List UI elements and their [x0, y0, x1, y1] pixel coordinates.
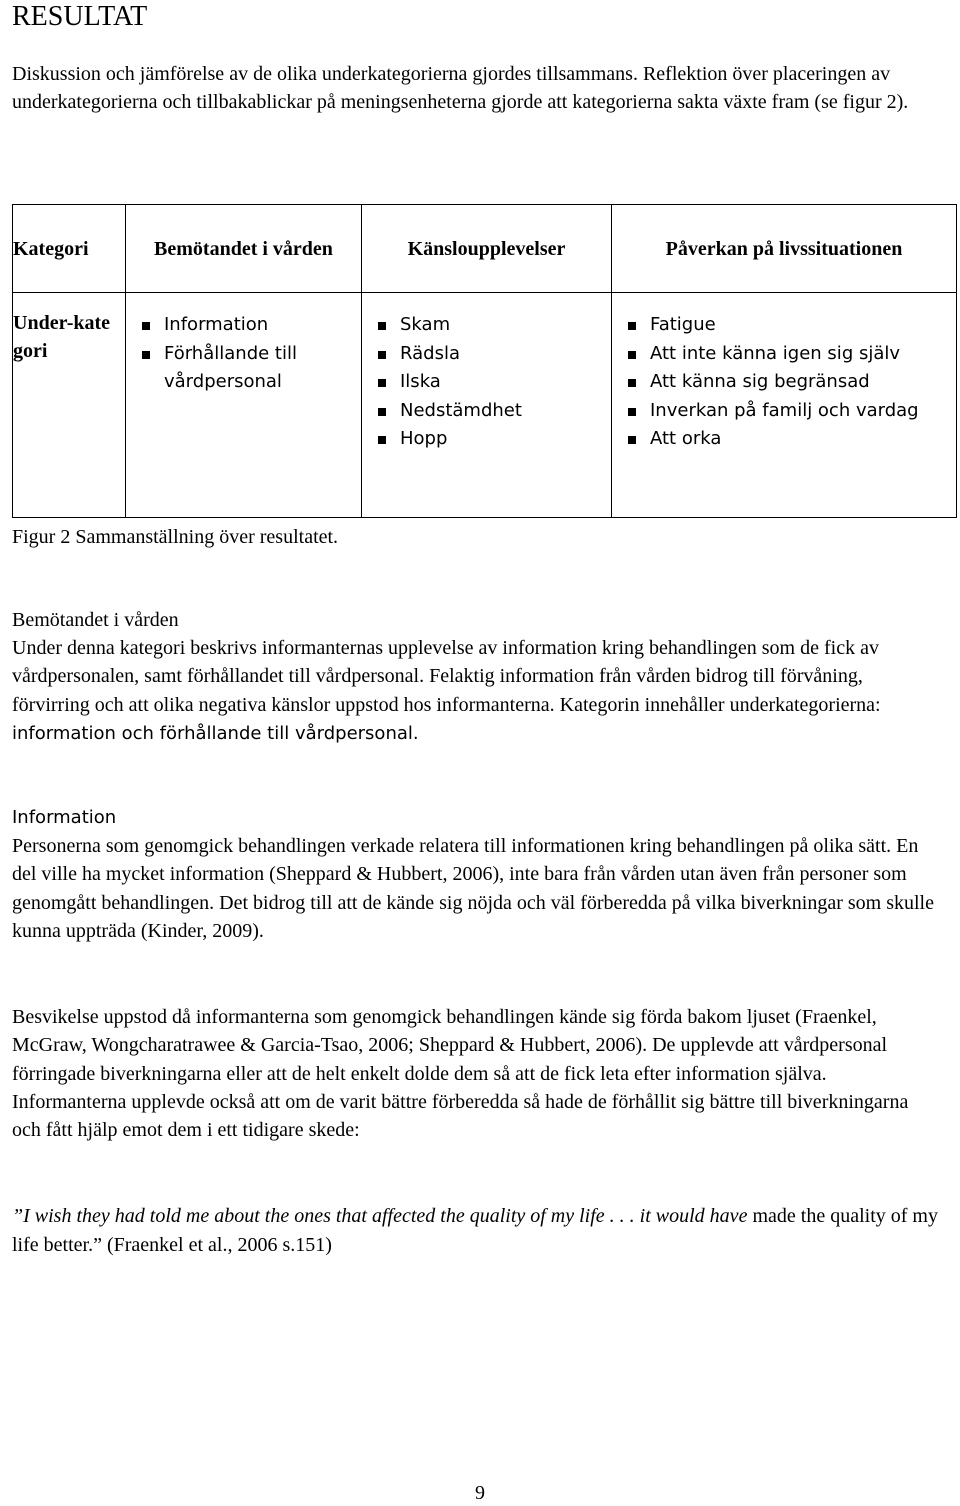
- section-body: [12, 634, 942, 748]
- list-item: Rädsla: [376, 340, 605, 369]
- list-item: Skam: [376, 311, 605, 340]
- section-paragraph-2: Besvikelse uppstod då informanterna som genomgick behandlingen kände sig förda bakom ljuset (Fraenkel, McGraw, Wongcharatrawee & Garcia-Tsao, 2006; Sheppard & Hubbert, 2006). De upplevde att vårdpersonal förringade biverkningarna eller att de helt enkelt dolde dem så att de fick leta efter information själva. Informanterna upplevde också att om de varit bättre förberedda så hade de förhållit sig bättre till biverkningarna och fått hjälp emot dem i ett tidigare skede:: [12, 1006, 909, 1142]
- intro-paragraph: Diskussion och jämförelse av de olika underkategorierna gjordes tillsammans. Reflektion över placeringen av underkategorierna och tillbakablickar på meningsenheterna gjorde att kategorierna sakta växte fram (se figur 2).: [12, 63, 909, 114]
- list-item: Att känna sig begränsad: [626, 368, 950, 397]
- section-text: Under denna kategori beskrivs informanternas upplevelse av information kring behandlingen som de fick av vårdpersonalen, samt förhållandet till vårdpersonal. Felaktig information från vården bidrog till förvåning, förvirring och att olika negativa känslor uppstod hos informanterna. Kategorin innehåller underkategorierna:: [12, 637, 881, 716]
- list-item: Nedstämdhet: [376, 397, 605, 426]
- section-information: [12, 804, 942, 945]
- section-title: Information: [12, 807, 117, 828]
- section-bemotandet: [12, 606, 942, 748]
- page-heading: RESULTAT: [12, 1, 148, 32]
- row-label-text: Under-kategori: [13, 312, 111, 362]
- list-item: Att orka: [626, 425, 950, 454]
- quote-italic: ”I wish they had told me about the ones that affected the quality of my life . . . it would have: [12, 1205, 753, 1227]
- list-item: Inverkan på familj och vardag: [626, 397, 950, 426]
- list-item: Information: [140, 311, 355, 340]
- cell-bemotandet: [126, 293, 362, 518]
- quote-citation: (Fraenkel et al., 2006 s.151): [101, 1233, 332, 1256]
- list-item: Fatigue: [626, 311, 950, 340]
- header-bemotandet: Bemötandet i vården: [126, 205, 362, 293]
- block-quote: [12, 1202, 942, 1259]
- list-item: Att inte känna igen sig själv: [626, 340, 950, 369]
- row-label-underkategori: [13, 293, 126, 518]
- section-paragraph: Personerna som genomgick behandlingen verkade relatera till informationen kring behandlingen på olika sätt. En del ville ha mycket information (Sheppard & Hubbert, 2006), inte bara från vården utan även från personer som genomgått behandlingen. Det bidrog till att de kände sig nöjda och väl förberedda på vilka biverkningar som skulle kunna uppträda (Kinder, 2009).: [12, 835, 934, 942]
- cell-paverkan: [612, 293, 957, 518]
- cell-kanslo: [362, 293, 612, 518]
- page-number: 9: [475, 1482, 485, 1504]
- figure-table: [12, 204, 956, 518]
- figure-caption: Figur 2 Sammanställning över resultatet.: [12, 526, 339, 548]
- section-text-sans: information och förhållande till vårdpersonal.: [12, 722, 419, 744]
- quote-plain: made the quality of my life better.”: [12, 1205, 938, 1256]
- section-title: Bemötandet i vården: [12, 609, 179, 631]
- header-kanslo: Känsloupplevelser: [362, 205, 612, 293]
- list-item: Ilska: [376, 368, 605, 397]
- header-paverkan: Påverkan på livssituationen: [612, 205, 957, 293]
- list-item: Hopp: [376, 425, 605, 454]
- list-item: Förhållande till vårdpersonal: [140, 340, 355, 397]
- header-kategori: Kategori: [13, 205, 126, 293]
